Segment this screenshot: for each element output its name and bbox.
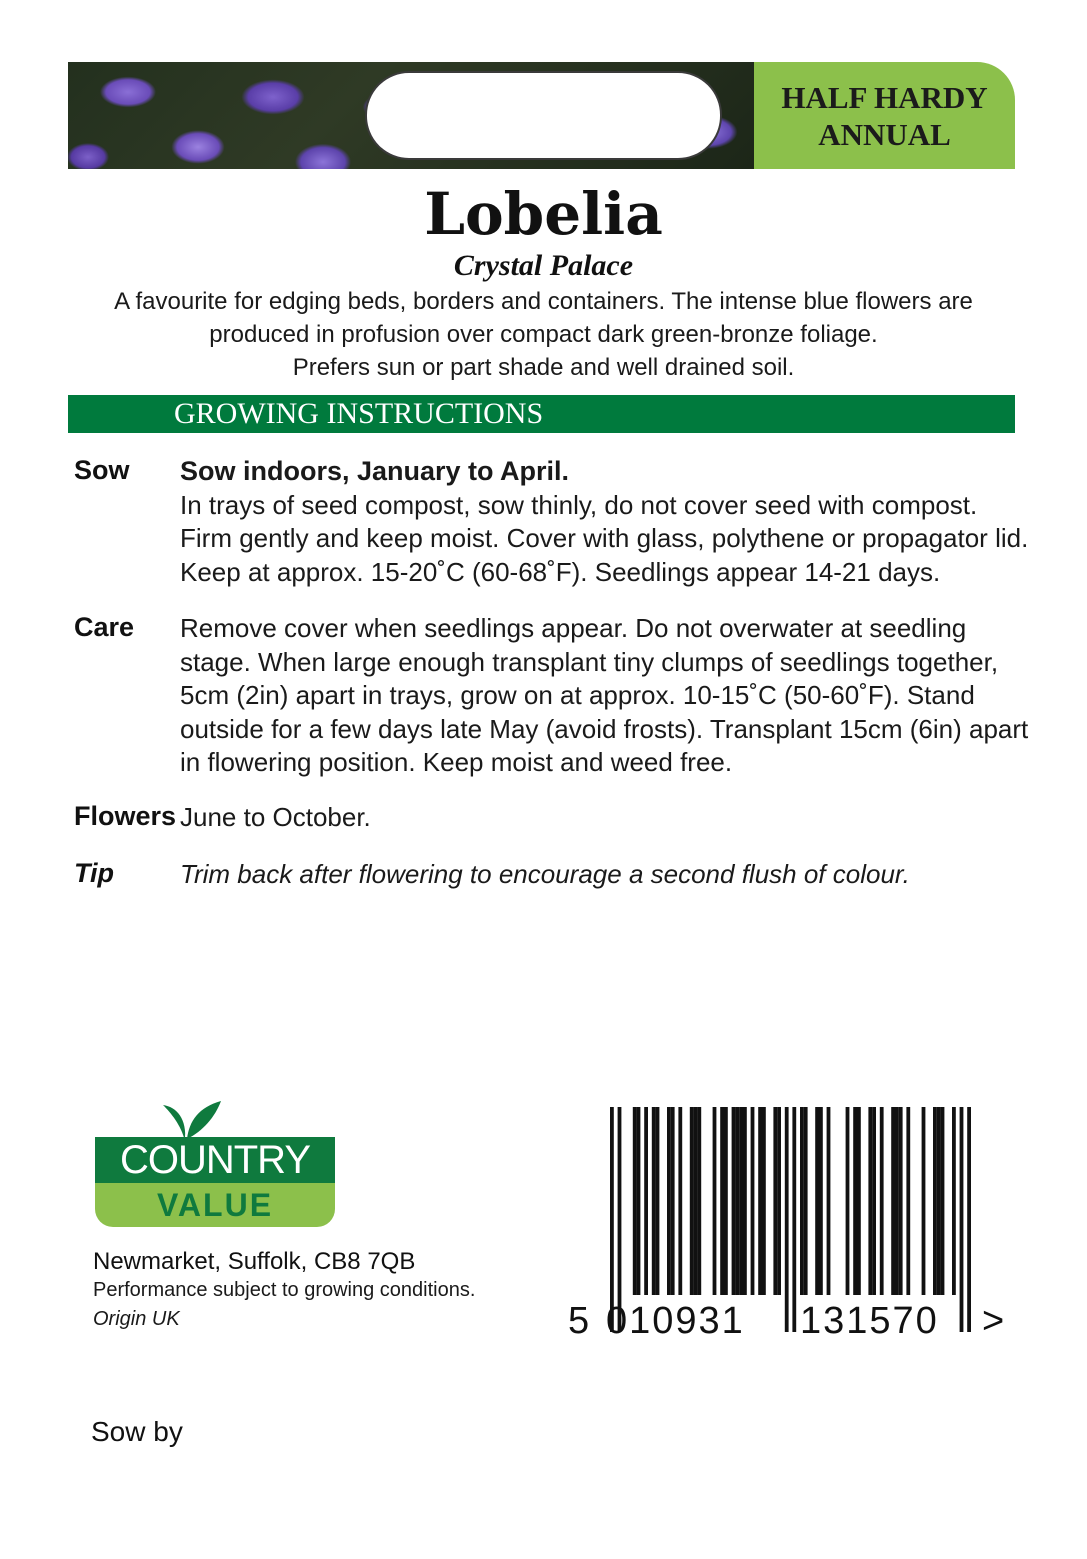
barcode-bar — [941, 1107, 945, 1295]
country-value-logo — [95, 1095, 335, 1227]
barcode-bar — [667, 1107, 671, 1295]
barcode-bar — [819, 1107, 823, 1295]
care-line: stage. When large enough transplant tiny clumps of seedlings together, — [180, 646, 999, 677]
barcode-bar — [857, 1107, 861, 1295]
barcode-bar — [804, 1107, 808, 1295]
barcode-bar — [785, 1107, 789, 1332]
hanging-hole — [365, 71, 722, 160]
barcode-bar — [732, 1107, 736, 1295]
lobelia-flower-photo — [68, 62, 754, 169]
barcode-first-digit: 5 — [568, 1300, 592, 1342]
barcode-bar — [899, 1107, 903, 1295]
barcode-bar — [800, 1107, 804, 1295]
barcode-bar — [713, 1107, 717, 1295]
logo-country-text: COUNTRY — [95, 1137, 335, 1183]
sow-line: Keep at approx. 15-20˚C (60-68˚F). Seedlings appear 14-21 days. — [180, 556, 941, 587]
performance-note: Performance subject to growing conditions. — [93, 1279, 476, 1301]
logo-box — [95, 1137, 335, 1227]
barcode-bar — [960, 1107, 964, 1332]
barcode-bar — [637, 1107, 641, 1295]
barcode-bar — [952, 1107, 956, 1295]
barcode-bar — [652, 1107, 656, 1295]
sow-text — [180, 455, 1030, 589]
flowers-text: June to October. — [180, 802, 371, 832]
sow-headline: Sow indoors, January to April. — [180, 456, 570, 486]
barcode-bar — [868, 1107, 872, 1295]
hardiness-line-2: ANNUAL — [818, 116, 951, 152]
barcode-left-digits: 010931 — [606, 1300, 745, 1342]
barcode-bar — [720, 1107, 724, 1295]
description-line: Prefers sun or part shade and well drained soil. — [292, 354, 795, 381]
tip-label: Tip — [74, 858, 114, 888]
care-line: in flowering position. Keep moist and weed free. — [180, 747, 733, 777]
barcode-end-mark: > — [982, 1300, 1007, 1342]
description-line: produced in profusion over compact dark green-bronze foliage. — [209, 321, 878, 348]
barcode-bar — [895, 1107, 899, 1295]
product-description — [60, 285, 1027, 384]
barcode-bar — [891, 1107, 895, 1295]
company-address: Newmarket, Suffolk, CB8 7QB — [93, 1248, 416, 1275]
barcode-bar — [880, 1107, 884, 1295]
barcode-bar — [906, 1107, 910, 1295]
barcode-bar — [777, 1107, 781, 1295]
barcode-bar — [815, 1107, 819, 1295]
sow-line: Firm gently and keep moist. Cover with glass, polythene or propagator lid. — [180, 523, 1029, 553]
tip-text: Trim back after flowering to encourage a second flush of colour. — [180, 859, 910, 889]
barcode-bar — [724, 1107, 728, 1295]
barcode-bar — [697, 1107, 701, 1295]
barcode-bar — [743, 1107, 747, 1295]
header-band — [68, 62, 1015, 169]
care-text — [180, 612, 1030, 780]
description-line: A favourite for edging beds, borders and containers. The intense blue flowers are — [114, 288, 973, 315]
barcode-bar — [694, 1107, 698, 1295]
product-title: Lobelia — [424, 180, 663, 248]
leaf-icon — [163, 1095, 223, 1141]
sow-by-label: Sow by — [91, 1416, 183, 1447]
barcode-bar — [853, 1107, 857, 1295]
barcode-bar — [933, 1107, 937, 1295]
barcode-bar — [937, 1107, 941, 1295]
sow-label: Sow — [74, 455, 130, 485]
barcode-bar — [751, 1107, 755, 1295]
barcode-right-digits: 131570 — [800, 1300, 939, 1342]
variety-name: Crystal Palace — [453, 249, 634, 282]
care-line: outside for a few days late May (avoid frosts). Transplant 15cm (6in) apart — [180, 713, 1029, 744]
barcode-bar — [758, 1107, 762, 1295]
barcode-bar — [967, 1107, 971, 1332]
barcode-bar — [633, 1107, 637, 1295]
flowers-label: Flowers — [74, 801, 177, 831]
barcode-bar — [678, 1107, 682, 1295]
care-line: Remove cover when seedlings appear. Do not overwater at seedling — [180, 613, 967, 643]
barcode-bar — [792, 1107, 796, 1332]
hardiness-badge — [754, 62, 1015, 169]
barcode-bar — [773, 1107, 777, 1295]
barcode-bar — [610, 1107, 614, 1332]
barcode-bar — [846, 1107, 850, 1295]
growing-instructions-heading: GROWING INSTRUCTIONS — [68, 395, 1015, 433]
barcode-bar — [827, 1107, 831, 1295]
sow-line: In trays of seed compost, sow thinly, do not cover seed with compost. — [180, 489, 978, 520]
barcode-bar — [671, 1107, 675, 1295]
hardiness-line-1: HALF HARDY — [781, 79, 988, 115]
barcode-bar — [762, 1107, 766, 1295]
barcode-bar — [656, 1107, 660, 1295]
barcode-bar — [922, 1107, 926, 1295]
logo-value-text: VALUE — [156, 1187, 274, 1223]
barcode-bar — [739, 1107, 743, 1295]
care-label: Care — [74, 612, 135, 642]
care-line: 5cm (2in) apart in trays, grow on at approx. 10-15˚C (50-60˚F). Stand — [180, 680, 975, 710]
barcode-bar — [735, 1107, 739, 1295]
barcode-bar — [644, 1107, 648, 1295]
origin-note: Origin UK — [93, 1308, 180, 1330]
barcode-bar — [690, 1107, 694, 1295]
barcode-bar — [618, 1107, 622, 1332]
barcode-bar — [872, 1107, 876, 1295]
